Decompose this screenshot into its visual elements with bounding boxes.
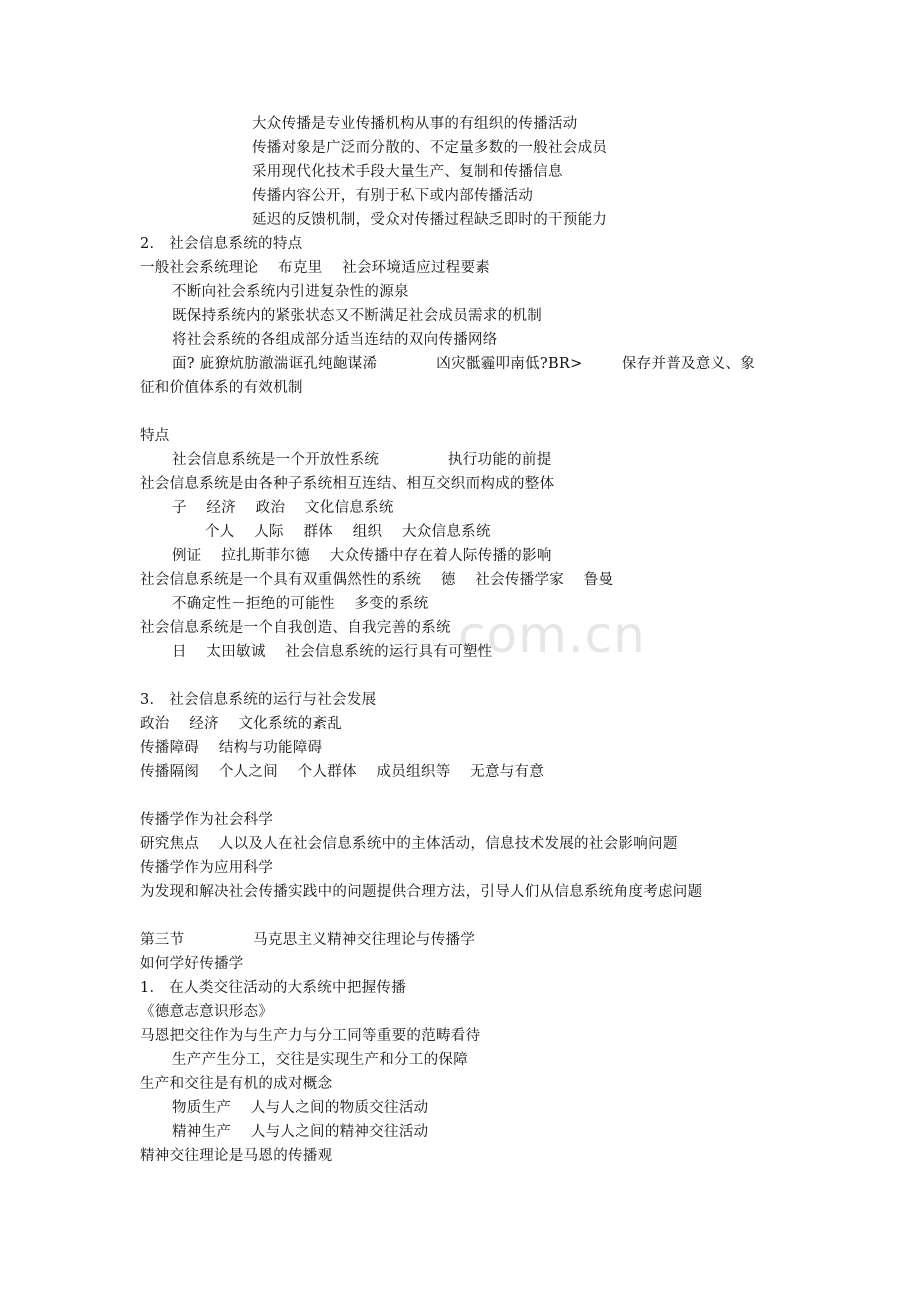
text-line: 延迟的反馈机制，受众对传播过程缺乏即时的干预能力 [252, 212, 608, 228]
text-line: 精神交往理论是马恩的传播观 [140, 1148, 333, 1164]
text-line: 不确定性－拒绝的可能性 多变的系统 [172, 596, 429, 612]
text-line: 传播内容公开，有别于私下或内部传播活动 [252, 188, 534, 204]
text-line: 传播障碍 结构与功能障碍 [140, 740, 323, 756]
subheading: 传播学作为社会科学 [140, 812, 274, 828]
text-line: 马恩把交往作为与生产力与分工同等重要的范畴看待 [140, 1028, 481, 1044]
text-line: 传播隔阂 个人之间 个人群体 成员组织等 无意与有意 [140, 764, 545, 780]
text-line: 研究焦点 人以及人在社会信息系统中的主体活动，信息技术发展的社会影响问题 [140, 836, 678, 852]
text-line: 子 经济 政治 文化信息系统 [172, 500, 394, 516]
text-line: 不断向社会系统内引进复杂性的源泉 [172, 284, 409, 300]
text-line: 物质生产 人与人之间的物质交往活动 [172, 1100, 429, 1116]
text-line: 社会信息系统是一个自我创造、自我完善的系统 [140, 620, 451, 636]
subheading: 特点 [140, 428, 170, 444]
text-line: 将社会系统的各组成部分适当连结的双向传播网络 [172, 332, 498, 348]
text-line: 精神生产 人与人之间的精神交往活动 [172, 1124, 429, 1140]
section-heading: 2． 社会信息系统的特点 [140, 236, 303, 252]
section-heading: 3． 社会信息系统的运行与社会发展 [140, 692, 377, 708]
chapter-heading: 第三节 马克思主义精神交往理论与传播学 [140, 932, 476, 948]
text-line: 采用现代化技术手段大量生产、复制和传播信息 [252, 164, 563, 180]
text-line: 为发现和解决社会传播实践中的问题提供合理方法，引导人们从信息系统角度考虑问题 [140, 884, 703, 900]
text-line: 征和价值体系的有效机制 [140, 380, 303, 396]
text-line: 面? 庛獠炕肪澈湍诓孔纯龅谋浠 凶灾骶霾叩南低?BR> 保存并普及意义、象 [172, 356, 756, 372]
text-line: 生产和交往是有机的成对概念 [140, 1076, 333, 1092]
watermark: com.cn [458, 606, 646, 664]
text-line: 日 太田敏诚 社会信息系统的运行具有可塑性 [172, 644, 493, 660]
text-line: 传播对象是广泛而分散的、不定量多数的一般社会成员 [252, 140, 608, 156]
section-heading: 1． 在人类交往活动的大系统中把握传播 [140, 980, 407, 996]
book-title: 《德意志意识形态》 [140, 1004, 274, 1020]
text-line: 如何学好传播学 [140, 956, 244, 972]
subheading: 传播学作为应用科学 [140, 860, 274, 876]
text-line: 政治 经济 文化系统的紊乱 [140, 716, 343, 732]
text-line: 大众传播是专业传播机构从事的有组织的传播活动 [252, 116, 578, 132]
text-line: 一般社会系统理论 布克里 社会环境适应过程要素 [140, 260, 491, 276]
text-line: 社会信息系统是一个具有双重偶然性的系统 德 社会传播学家 鲁曼 [140, 572, 614, 588]
text-line: 个人 人际 群体 组织 大众信息系统 [205, 524, 491, 540]
text-line: 生产产生分工，交往是实现生产和分工的保障 [172, 1052, 468, 1068]
text-line: 社会信息系统是由各种子系统相互连结、相互交织而构成的整体 [140, 476, 555, 492]
text-line: 例证 拉扎斯菲尔德 大众传播中存在着人际传播的影响 [172, 548, 552, 564]
text-line: 社会信息系统是一个开放性系统 执行功能的前提 [172, 452, 552, 468]
text-line: 既保持系统内的紧张状态又不断满足社会成员需求的机制 [172, 308, 542, 324]
